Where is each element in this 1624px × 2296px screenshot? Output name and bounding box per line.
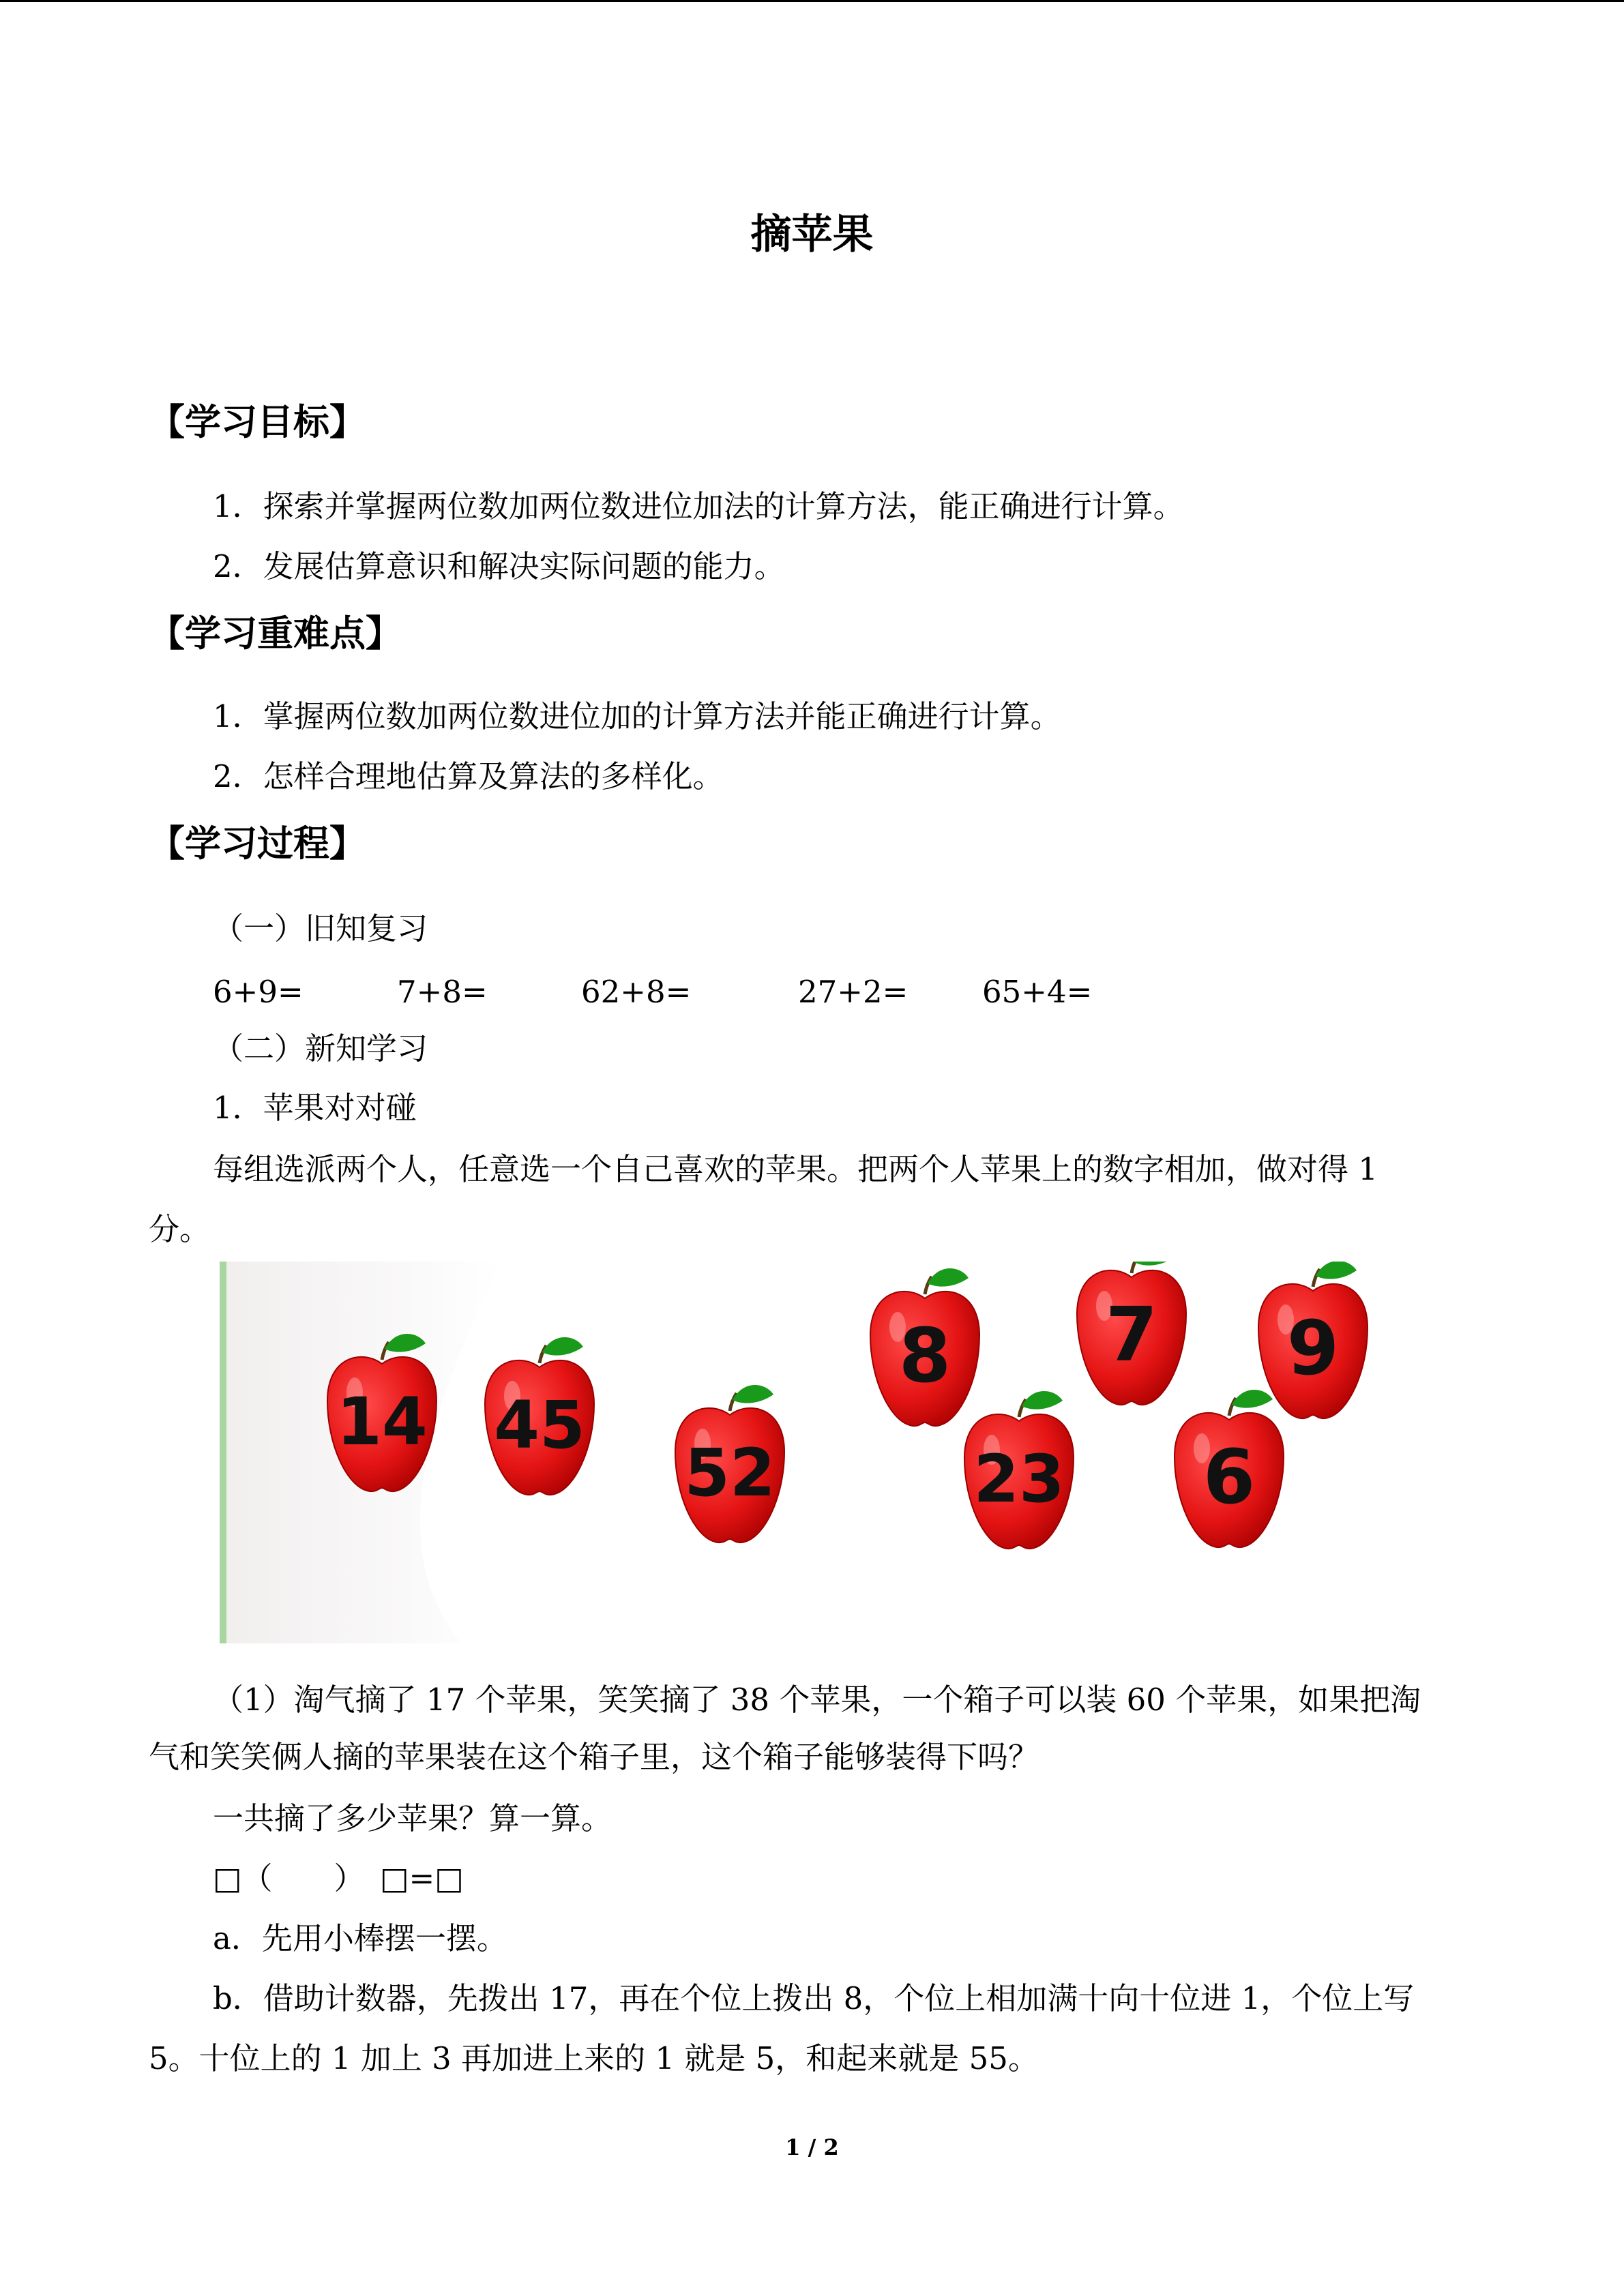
- apple: [870, 1268, 979, 1426]
- apple-leaf: [733, 1385, 773, 1403]
- section-heading-process: 【学习过程】: [149, 822, 366, 865]
- review-label: （一）旧知复习: [213, 910, 428, 946]
- step-a: a．先用小棒摆一摆。: [213, 1920, 507, 1956]
- review-exercise-3: 62+8=: [581, 974, 692, 1010]
- question-text: 一共摘了多少苹果？算一算。: [213, 1800, 612, 1836]
- goal-item-2: 2．发展估算意识和解决实际问题的能力。: [213, 548, 785, 584]
- apple: [1258, 1262, 1368, 1418]
- activity-description-line-1: 每组选派两个人，任意选一个自己喜欢的苹果。把两个人苹果上的数字相加，做对得 1: [213, 1151, 1378, 1187]
- section-heading-key-points: 【学习重难点】: [149, 612, 402, 655]
- apple-number: 8: [898, 1312, 951, 1399]
- apple-layer: [327, 1262, 1368, 1549]
- section-heading-goals: 【学习目标】: [149, 401, 366, 443]
- goal-item-1: 1．探索并掌握两位数加两位数进位加法的计算方法，能正确进行计算。: [213, 488, 1184, 524]
- apple-leaf: [542, 1337, 583, 1356]
- apple-number: 52: [684, 1435, 776, 1511]
- apple-figure-svg: [216, 1262, 1389, 1643]
- apple-number: 9: [1286, 1304, 1340, 1392]
- apple-figure: [216, 1262, 1389, 1643]
- activity-description-line-2: 分。: [149, 1211, 211, 1247]
- key-point-item-2: 2．怎样合理地估算及算法的多样化。: [213, 758, 724, 794]
- apple: [485, 1337, 594, 1495]
- apple-number: 6: [1202, 1433, 1256, 1521]
- apple: [675, 1385, 784, 1542]
- activity-title: 1．苹果对对碰: [213, 1090, 417, 1126]
- apple-number: 14: [336, 1384, 428, 1460]
- apple-number: 23: [973, 1441, 1065, 1517]
- apple-leaf: [1316, 1262, 1357, 1279]
- apple-leaf: [1232, 1390, 1273, 1408]
- apple: [1175, 1390, 1284, 1547]
- review-exercise-5: 65+4=: [982, 974, 1093, 1010]
- review-exercise-4: 27+2=: [798, 974, 909, 1010]
- page-number: 1 / 2: [785, 2134, 839, 2160]
- new-knowledge-label: （二）新知学习: [213, 1030, 428, 1067]
- apple-leaf: [1134, 1262, 1175, 1266]
- green-left-bar: [220, 1262, 226, 1643]
- apple-leaf: [928, 1268, 969, 1287]
- apple-number: 7: [1105, 1291, 1158, 1378]
- blank-equation: □（ ） □=□: [213, 1860, 464, 1896]
- apple: [964, 1391, 1074, 1549]
- key-point-item-1: 1．掌握两位数加两位数进位加的计算方法并能正确进行计算。: [213, 698, 1061, 734]
- page-title: 摘苹果: [750, 211, 874, 258]
- step-b-line-1: b．借助计数器，先拨出 17，再在个位上拨出 8，个位上相加满十向十位进 1，个位上写: [213, 1980, 1415, 2016]
- problem-line-1: （1）淘气摘了 17 个苹果，笑笑摘了 38 个苹果，一个箱子可以装 60 个苹果，如果把淘: [213, 1682, 1421, 1718]
- apple-leaf: [1022, 1391, 1063, 1410]
- review-exercise-2: 7+8=: [397, 974, 488, 1010]
- step-b-line-2: 5。十位上的 1 加上 3 再加进上来的 1 就是 5，和起来就是 55。: [149, 2040, 1039, 2076]
- apple: [1077, 1262, 1186, 1405]
- top-border-line: [0, 0, 1624, 2]
- problem-line-2: 气和笑笑俩人摘的苹果装在这个箱子里，这个箱子能够装得下吗？: [149, 1739, 1039, 1775]
- review-exercise-1: 6+9=: [213, 974, 304, 1010]
- apple-number: 45: [494, 1387, 585, 1463]
